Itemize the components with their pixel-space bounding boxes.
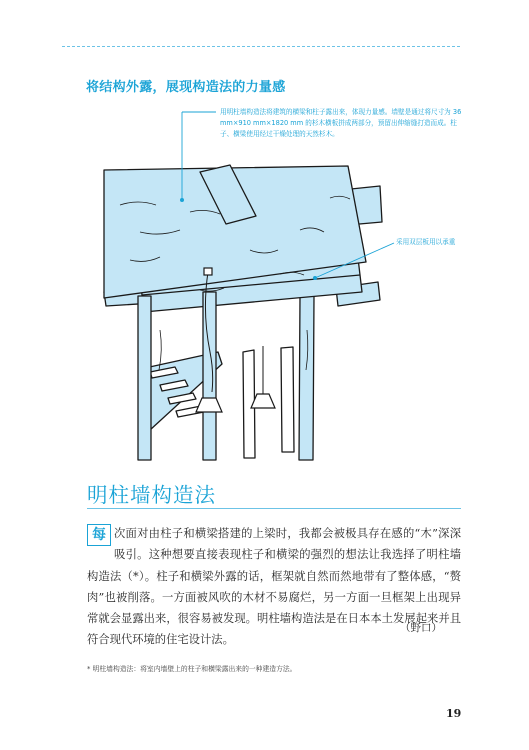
callout-double-board: 采用双层板用以承重 xyxy=(396,238,456,246)
post-left xyxy=(138,296,151,460)
post-right xyxy=(299,296,314,460)
footnote: * 明柱墙构造法：将室内墙壁上的柱子和横梁露出来的一种建造方法。 xyxy=(87,665,297,673)
section-heading: 将结构外露，展现构造法的力量感 xyxy=(86,80,286,95)
title-underline xyxy=(87,508,461,509)
post-back-right xyxy=(281,347,294,452)
top-dashed-rule xyxy=(62,46,460,47)
author-signature: （野口） xyxy=(400,622,442,634)
page-number: 19 xyxy=(446,707,462,720)
post-middle xyxy=(203,292,216,460)
drop-cap: 每 xyxy=(87,524,111,546)
page-title: 明柱墙构造法 xyxy=(87,483,216,507)
body-text: 次面对由柱子和横梁搭建的上梁时，我都会被极具存在感的“木”深深吸引。这种想要直接表现柱子和横梁的强烈的想法让我选择了明柱墙构造法（*）。柱子和横梁外露的话，框架就自然而然地带有了整体感，“赘肉”也被削落。一方面被风吹的木材不易腐烂，另一方面一旦框架上出现异常就会显露出来，很容易被发现。明柱墙构造法是在日本本土发展起来并且符合现代环境的住宅设计法。 xyxy=(87,527,461,647)
callout-frame-description: 用明柱墙构造法将建筑的横梁和柱子露出来，体现力量感。墙壁是通过将尺寸为 36 mm×910 mm×1820 mm 的杉木横板拼成两部分，预留出伸缩缝打造而成。柱子、横梁使用经过干燥处理的天然杉木。 xyxy=(220,108,462,138)
timber-frame-illustration xyxy=(60,98,395,468)
